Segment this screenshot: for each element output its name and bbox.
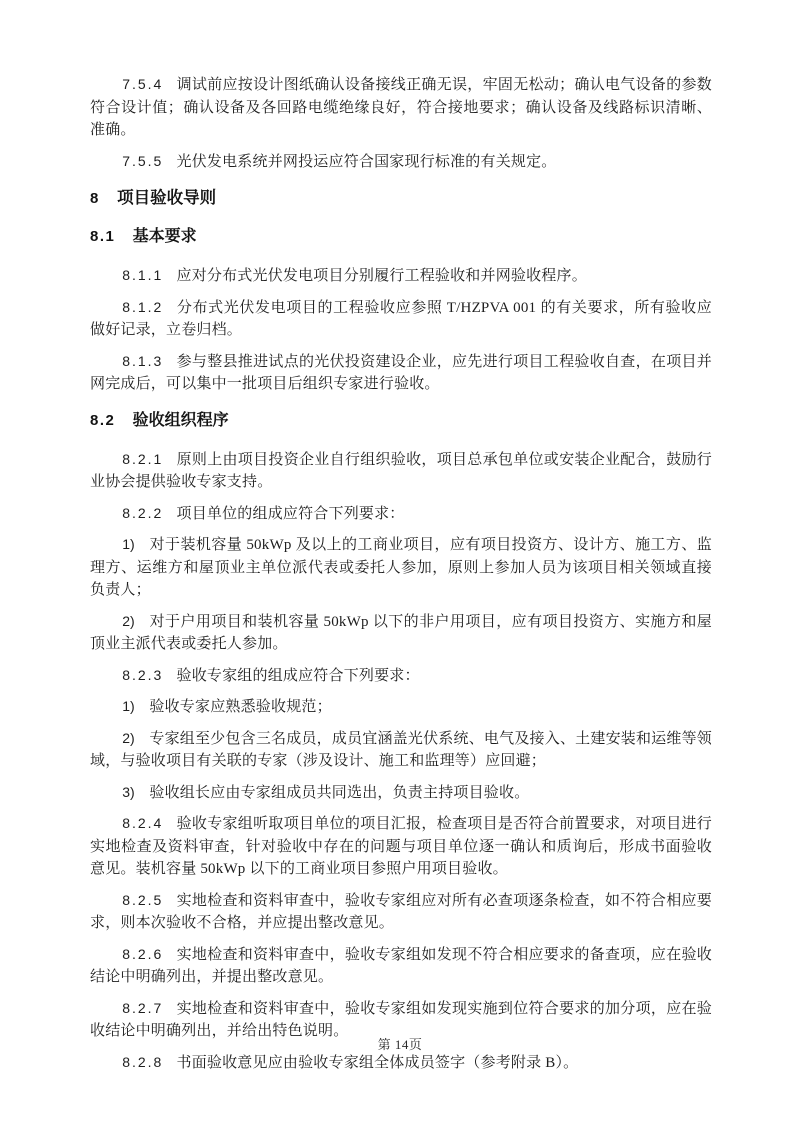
clause-paragraph: [90, 73, 712, 142]
clause-paragraph: [90, 350, 712, 396]
clause-paragraph: [90, 664, 712, 688]
clause-paragraph: [90, 448, 712, 494]
list-item: [90, 610, 712, 656]
clause-text: 光伏发电系统并网投运应符合国家现行标准的有关规定。: [176, 153, 557, 170]
clause-number: 8.2: [90, 411, 116, 429]
clause-number: 8.2.7: [122, 999, 164, 1016]
clause-paragraph: [90, 812, 712, 881]
clause-text: 验收组织程序: [132, 411, 229, 429]
clause-number: 8.2.4: [122, 815, 164, 831]
clause-number: 7.5.4: [122, 76, 164, 92]
page-number: 第 14页: [377, 1037, 423, 1052]
item-number: 3): [122, 783, 135, 800]
clause-paragraph: [90, 502, 712, 526]
clause-number: 8.1.1: [122, 267, 164, 283]
chapter-heading: [90, 185, 712, 212]
clause-text: 实地检查和资料审查中，验收专家组如发现实施到位符合要求的加分项，应在验收结论中明确列出，并给出特色说明。: [90, 1000, 712, 1039]
clause-number: 8.1: [90, 228, 116, 245]
item-number: 1): [122, 698, 135, 714]
clause-number: 8.2.3: [122, 666, 164, 683]
clause-text: 调试前应按设计图纸确认设备接线正确无误，牢固无松动；确认电气设备的参数符合设计值；确认设备及各回路电缆绝缘良好，符合接地要求；确认设备及线路标识清晰、准确。: [90, 77, 712, 138]
clause-text: 实地检查和资料审查中，验收专家组如发现不符合相应要求的备查项，应在验收结论中明确列出，并提出整改意见。: [90, 946, 712, 985]
clause-number: 8.2.8: [122, 1053, 164, 1070]
clause-text: 书面验收意见应由验收专家组全体成员签字（参考附录 B）。: [176, 1054, 579, 1071]
clause-number: 8.2.5: [122, 891, 164, 908]
clause-text: 验收专家组听取项目单位的项目汇报，检查项目是否符合前置要求，对项目进行实地检查及资料审查，针对验收中存在的问题与项目单位逐一确认和质询后，形成书面验收意见。装机容量 50kWp 以下的工商业项目参照户用项目验收。: [90, 816, 712, 877]
clause-text: 基本要求: [132, 228, 197, 245]
clause-number: 8.1.2: [122, 298, 164, 315]
list-item: [90, 533, 712, 602]
clause-text: 对于户用项目和装机容量 50kWp 以下的非户用项目，应有项目投资方、实施方和屋顶业主派代表或委托人参加。: [90, 613, 712, 652]
item-number: 2): [122, 729, 135, 746]
clause-number: 8: [90, 190, 100, 207]
clause-text: 分布式光伏发电项目的工程验收应参照 T/HZPVA 001 的有关要求，所有验收应做好记录，立卷归档。: [90, 299, 712, 338]
list-item: [90, 781, 712, 805]
clause-text: 应对分布式光伏发电项目分别履行工程验收和并网验收程序。: [176, 268, 587, 284]
section-heading: [90, 224, 712, 250]
clause-text: 对于装机容量 50kWp 及以上的工商业项目，应有项目投资方、设计方、施工方、监理方、运维方和屋顶业主单位派代表或委托人参加，原则上参加人员为该项目相关领域直接负责人；: [90, 537, 712, 598]
clause-number: 8.2.6: [122, 945, 164, 962]
document-body: [90, 73, 712, 1082]
clause-paragraph: [90, 1051, 712, 1075]
clause-text: 原则上由项目投资企业自行组织验收，项目总承包单位或安装企业配合，鼓励行业协会提供验收专家支持。: [90, 451, 712, 490]
clause-text: 专家组至少包含三名成员，成员宜涵盖光伏系统、电气及接入、土建安装和运维等领域，与验收项目有关联的专家（涉及设计、施工和监理等）应回避；: [90, 730, 712, 769]
clause-paragraph: [90, 150, 712, 174]
clause-paragraph: [90, 296, 712, 342]
clause-text: 实地检查和资料审查中，验收专家组应对所有必查项逐条检查，如不符合相应要求，则本次验收不合格，并应提出整改意见。: [90, 892, 712, 931]
section-heading: [90, 408, 712, 434]
clause-number: 8.2.2: [122, 504, 164, 521]
clause-text: 验收专家应熟悉验收规范；: [149, 699, 332, 715]
clause-text: 项目单位的组成应符合下列要求：: [176, 505, 405, 522]
clause-paragraph: [90, 889, 712, 935]
clause-text: 项目验收导则: [117, 189, 217, 207]
clause-number: 7.5.5: [122, 152, 164, 169]
clause-text: 验收专家组的组成应符合下列要求：: [176, 667, 420, 684]
item-number: 2): [122, 612, 135, 629]
clause-paragraph: [90, 943, 712, 989]
clause-number: 8.2.1: [122, 450, 164, 467]
item-number: 1): [122, 536, 135, 552]
clause-number: 8.1.3: [122, 352, 164, 369]
list-item: [90, 695, 712, 719]
clause-paragraph: [90, 264, 712, 288]
clause-text: 验收组长应由专家组成员共同选出，负责主持项目验收。: [149, 784, 530, 801]
clause-text: 参与整县推进试点的光伏投资建设企业，应先进行项目工程验收自查，在项目并网完成后，可以集中一批项目后组织专家进行验收。: [90, 353, 712, 392]
list-item: [90, 727, 712, 773]
